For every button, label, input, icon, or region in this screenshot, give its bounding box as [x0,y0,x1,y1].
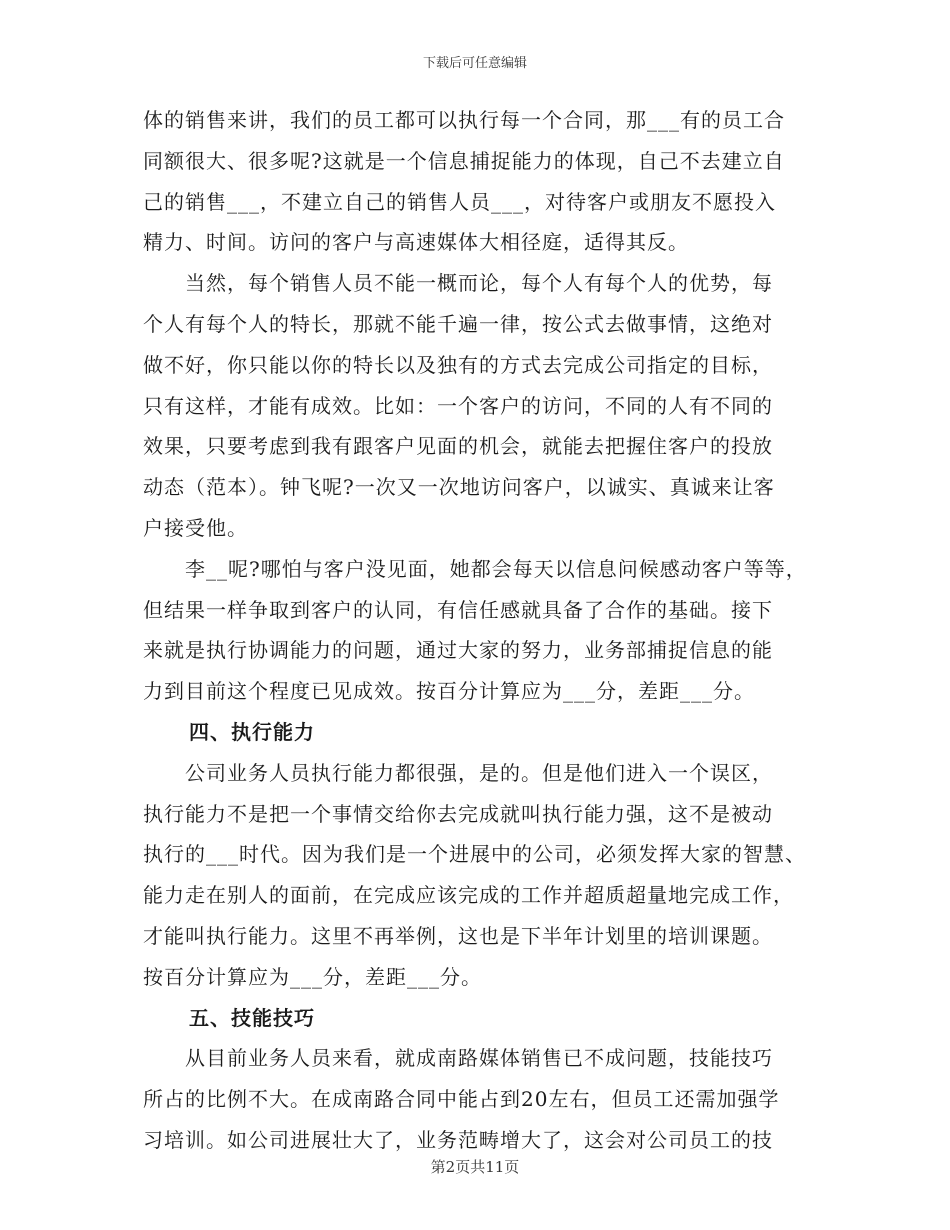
text-line: 力到目前这个程度已见成效。按百分计算应为___分，差距___分。 [143,679,755,704]
text-line: 所占的比例不大。在成南路合同中能占到20左右，但员工还需加强学 [143,1087,780,1112]
section-heading: 四、执行能力 [189,719,315,744]
page-header: 下载后可任意编辑 [422,56,527,71]
text-line: 能力走在别人的面前，在完成应该完成的工作并超质超量地完成工作， [143,883,794,908]
text-line: 做不好，你只能以你的特长以及独有的方式去完成公司指定的目标， [143,352,773,377]
text-line: 习培训。如公司进展壮大了，业务范畴增大了，这会对公司员工的技 [143,1127,773,1152]
text-line: 个人有每个人的特长，那就不能千遍一律，按公式去做事情，这绝对 [143,311,773,336]
text-line: 按百分计算应为___分，差距___分。 [143,964,482,989]
text-line: 户接受他。 [143,515,248,540]
text-line: 但结果一样争取到客户的认同，有信任感就具备了合作的基础。接下 [143,597,773,622]
text-line: 同额很大、很多呢?这就是一个信息捕捉能力的体现，自己不去建立自 [143,148,785,173]
text-line: 当然，每个销售人员不能一概而论，每个人有每个人的优势，每 [143,271,773,296]
text-line: 李__呢?哪怕与客户没见面，她都会每天以信息问候感动客户等等， [143,556,807,581]
document-body [143,100,823,1161]
text-line: 从目前业务人员来看，就成南路媒体销售已不成问题，技能技巧 [143,1046,773,1071]
page-number: 第2页共11页 [430,1158,520,1176]
text-line: 己的销售___，不建立自己的销售人员___，对待客户或朋友不愿投入 [143,189,776,214]
section-heading: 五、技能技巧 [189,1005,315,1030]
text-line: 体的销售来讲，我们的员工都可以执行每一个合同，那___有的员工合 [143,108,785,132]
text-line: 公司业务人员执行能力都很强，是的。但是他们进入一个误区， [143,760,773,785]
text-line: 精力、时间。访问的客户与高速媒体大相径庭，适得其反。 [143,230,689,255]
text-line: 效果，只要考虑到我有跟客户见面的机会，就能去把握住客户的投放 [143,434,773,459]
text-line: 动态（范本）。钟飞呢?一次又一次地访问客户，以诚实、真诚来让客 [143,475,775,500]
text-line: 才能叫执行能力。这里不再举例，这也是下半年计划里的培训课题。 [143,923,773,948]
text-line: 执行能力不是把一个事情交给你去完成就叫执行能力强，这不是被动 [143,801,773,826]
text-line: 只有这样，才能有成效。比如：一个客户的访问，不同的人有不同的 [143,393,773,418]
text-line: 执行的___时代。因为我们是一个进展中的公司，必须发挥大家的智慧、 [143,842,806,867]
text-line: 来就是执行协调能力的问题，通过大家的努力，业务部捕捉信息的能 [143,638,773,663]
